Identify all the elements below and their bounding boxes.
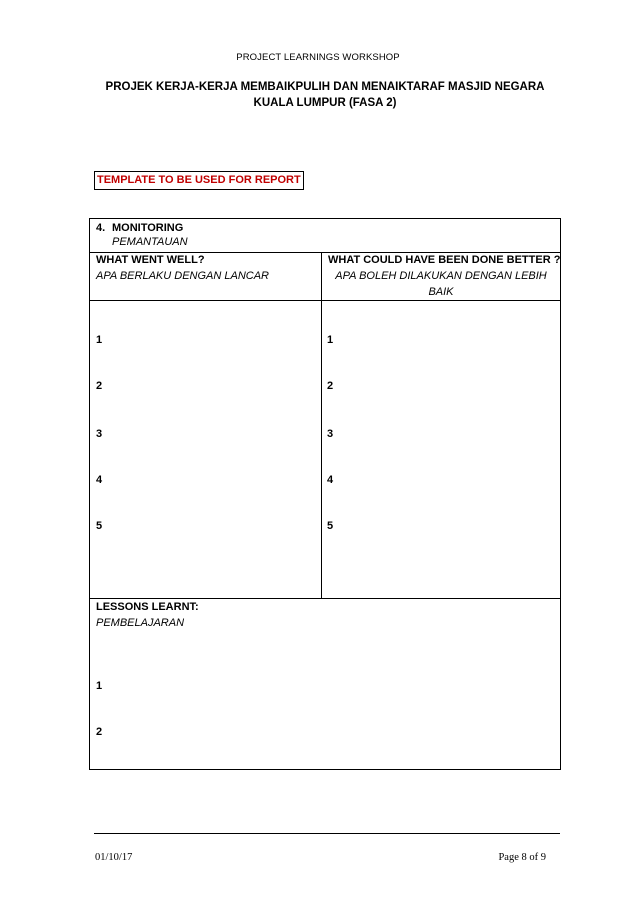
column-heading-went-well: WHAT WENT WELL? <box>96 254 205 266</box>
column-subheading-went-well: APA BERLAKU DENGAN LANCAR <box>96 270 269 282</box>
workshop-header: PROJECT LEARNINGS WORKSHOP <box>236 52 400 63</box>
column-subheading-done-better-line2: BAIK <box>428 286 454 298</box>
list-item: 5 <box>96 520 103 532</box>
section-number: 4. <box>96 222 106 234</box>
list-item: 1 <box>96 680 103 692</box>
list-item: 3 <box>327 428 334 440</box>
list-item: 2 <box>96 726 103 738</box>
list-item: 2 <box>96 380 103 392</box>
column-divider <box>321 252 322 598</box>
column-subheading-done-better-line1: APA BOLEH DILAKUKAN DENGAN LEBIH <box>335 270 547 282</box>
report-table <box>89 218 561 770</box>
table-divider <box>90 598 560 599</box>
section-title: MONITORING <box>112 222 184 234</box>
list-item: 3 <box>96 428 103 440</box>
footer-date: 01/10/17 <box>95 852 133 863</box>
section-subtitle: PEMANTAUAN <box>112 236 188 248</box>
table-divider <box>90 252 560 253</box>
list-item: 5 <box>327 520 334 532</box>
table-divider <box>90 300 560 301</box>
list-item: 2 <box>327 380 334 392</box>
list-item: 4 <box>96 474 103 486</box>
template-label: TEMPLATE TO BE USED FOR REPORT <box>94 171 304 190</box>
page-title: PROJEK KERJA-KERJA MEMBAIKPULIH DAN MENAIKTARAF MASJID NEGARA KUALA LUMPUR (FASA 2) <box>105 81 545 109</box>
list-item: 4 <box>327 474 334 486</box>
list-item: 1 <box>327 334 334 346</box>
footer-divider <box>94 833 560 834</box>
list-item: 1 <box>96 334 103 346</box>
lessons-heading: LESSONS LEARNT: <box>96 601 199 613</box>
page-number: Page 8 of 9 <box>498 852 546 863</box>
lessons-subheading: PEMBELAJARAN <box>96 617 185 629</box>
column-heading-done-better: WHAT COULD HAVE BEEN DONE BETTER ? <box>328 254 561 266</box>
